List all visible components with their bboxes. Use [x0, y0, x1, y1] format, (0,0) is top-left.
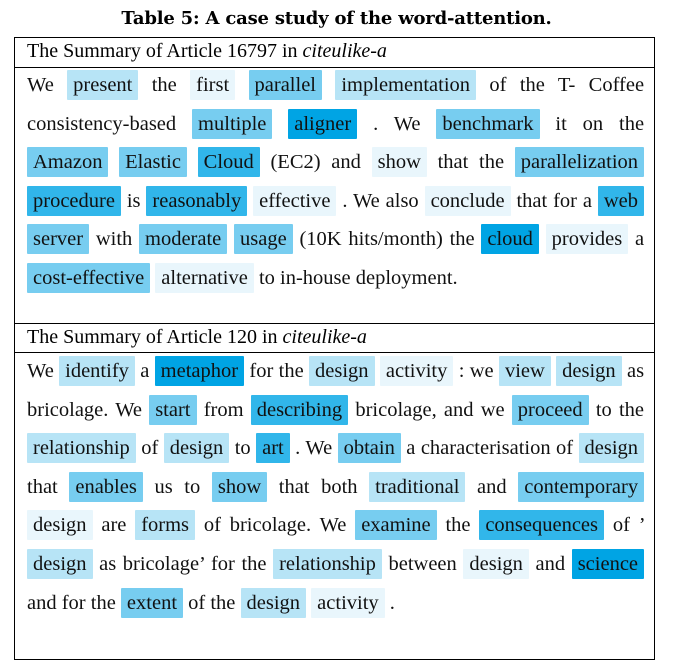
plain-text: of bricolage.	[203, 514, 312, 537]
plain-text: of the	[188, 591, 236, 614]
attention-word: cloud	[481, 224, 539, 254]
attention-word: proceed	[512, 395, 589, 425]
plain-text: and	[535, 552, 566, 575]
attention-word: traditional	[369, 472, 465, 502]
plain-text: to the	[595, 398, 645, 421]
attention-word: show	[372, 147, 427, 177]
plain-text: (EC2) and	[270, 151, 361, 174]
attention-word: consequences	[479, 510, 604, 540]
attention-word: design	[164, 433, 230, 463]
plain-text: in-house deployment.	[280, 266, 458, 289]
attention-word: contemporary	[518, 472, 644, 502]
plain-text: Coffee consistency-based	[27, 74, 645, 135]
attention-word: art	[256, 433, 290, 463]
attention-word: reasonably	[146, 186, 247, 216]
attention-word: extent	[121, 588, 183, 618]
plain-text: with	[95, 228, 133, 251]
plain-text: a	[634, 228, 645, 251]
attention-word: activity	[380, 356, 453, 386]
attention-word: effective	[253, 186, 336, 216]
plain-text: a characterisation of	[406, 437, 574, 460]
plain-text: that both	[278, 475, 358, 498]
plain-text: We	[319, 514, 347, 537]
plain-text: of the T-	[489, 74, 576, 96]
plain-text: bricolage, and	[355, 398, 474, 421]
plain-text: of ’	[612, 514, 645, 537]
attention-word: Amazon	[27, 147, 108, 177]
plain-text: as bricolage’ for the	[99, 552, 267, 575]
plain-text: that for a	[516, 189, 592, 212]
plain-text: us to	[154, 475, 201, 498]
attention-word: benchmark	[436, 109, 539, 139]
plain-text: a	[140, 360, 150, 382]
attention-word: relationship	[27, 433, 136, 463]
plain-text: between	[388, 552, 457, 575]
attention-word: design	[27, 510, 93, 540]
attention-word: cost-effective	[27, 263, 150, 293]
section-1-title	[27, 40, 387, 63]
plain-text: We	[27, 360, 54, 382]
attention-word: show	[212, 472, 267, 502]
plain-text: . We	[373, 112, 421, 135]
attention-word: design	[579, 433, 645, 463]
attention-word: procedure	[27, 186, 121, 216]
attention-word: provides	[546, 224, 629, 254]
plain-text: hits/month) the	[348, 228, 475, 251]
attention-word: parallelization	[515, 147, 644, 177]
attention-word: usage	[234, 224, 293, 254]
plain-text: and	[477, 475, 507, 498]
plain-text: we	[480, 398, 505, 421]
attention-word: web	[598, 186, 644, 216]
attention-word: activity	[311, 588, 384, 618]
attention-word: server	[27, 224, 89, 254]
attention-word: design	[463, 549, 529, 579]
attention-word: forms	[135, 510, 195, 540]
attention-word: alternative	[155, 263, 254, 293]
plain-text: : we	[458, 360, 494, 382]
attention-word: multiple	[192, 109, 272, 139]
attention-word: relationship	[273, 549, 382, 579]
plain-text: that	[27, 475, 58, 498]
section-1-body	[27, 66, 644, 298]
attention-word: aligner	[288, 109, 357, 139]
plain-text: .	[389, 591, 395, 614]
attention-word: identify	[59, 356, 135, 386]
row-divider	[14, 323, 655, 324]
attention-word: examine	[355, 510, 436, 540]
plain-text: that the	[437, 151, 505, 174]
attention-word: describing	[251, 395, 348, 425]
plain-text: . We	[295, 437, 333, 460]
plain-text: are	[101, 514, 127, 537]
plain-text: We	[27, 74, 54, 96]
attention-word: design	[309, 356, 375, 386]
plain-text: as bricolage. We	[27, 360, 645, 421]
attention-word: moderate	[139, 224, 227, 254]
plain-text: . We also	[342, 189, 419, 212]
attention-word: view	[499, 356, 551, 386]
attention-word: science	[572, 549, 644, 579]
table-caption: Table 5: A case study of the word-attention.	[121, 8, 552, 29]
attention-word: start	[149, 395, 196, 425]
section-2-title	[27, 326, 367, 349]
plain-text: and for the	[27, 591, 116, 614]
attention-word: Cloud	[198, 147, 260, 177]
plain-text: it on the	[555, 112, 645, 135]
attention-word: design	[556, 356, 622, 386]
attention-word: parallel	[249, 70, 322, 100]
section-1-title-prefix: The Summary of Article 16797 in	[27, 40, 303, 62]
attention-word: first	[190, 70, 235, 100]
plain-text: the	[151, 74, 177, 96]
plain-text: for the	[249, 360, 304, 382]
attention-word: implementation	[335, 70, 476, 100]
plain-text: the	[445, 514, 471, 537]
plain-text: from	[203, 398, 244, 421]
section-1-dataset: citeulike-a	[302, 40, 387, 62]
section-2-body	[27, 352, 644, 622]
attention-word: metaphor	[155, 356, 244, 386]
plain-text: to	[258, 266, 275, 289]
attention-word: Elastic	[119, 147, 187, 177]
plain-text: to	[234, 437, 251, 460]
attention-word: obtain	[338, 433, 401, 463]
section-2-title-prefix: The Summary of Article 120 in	[27, 326, 283, 348]
section-2-dataset: citeulike-a	[282, 326, 367, 348]
plain-text: (10K	[299, 228, 342, 251]
attention-word: enables	[69, 472, 142, 502]
attention-word: present	[67, 70, 138, 100]
attention-word: design	[241, 588, 307, 618]
plain-text: is	[126, 189, 141, 212]
attention-word: design	[27, 549, 93, 579]
attention-word: conclude	[425, 186, 511, 216]
plain-text: of	[141, 437, 159, 460]
